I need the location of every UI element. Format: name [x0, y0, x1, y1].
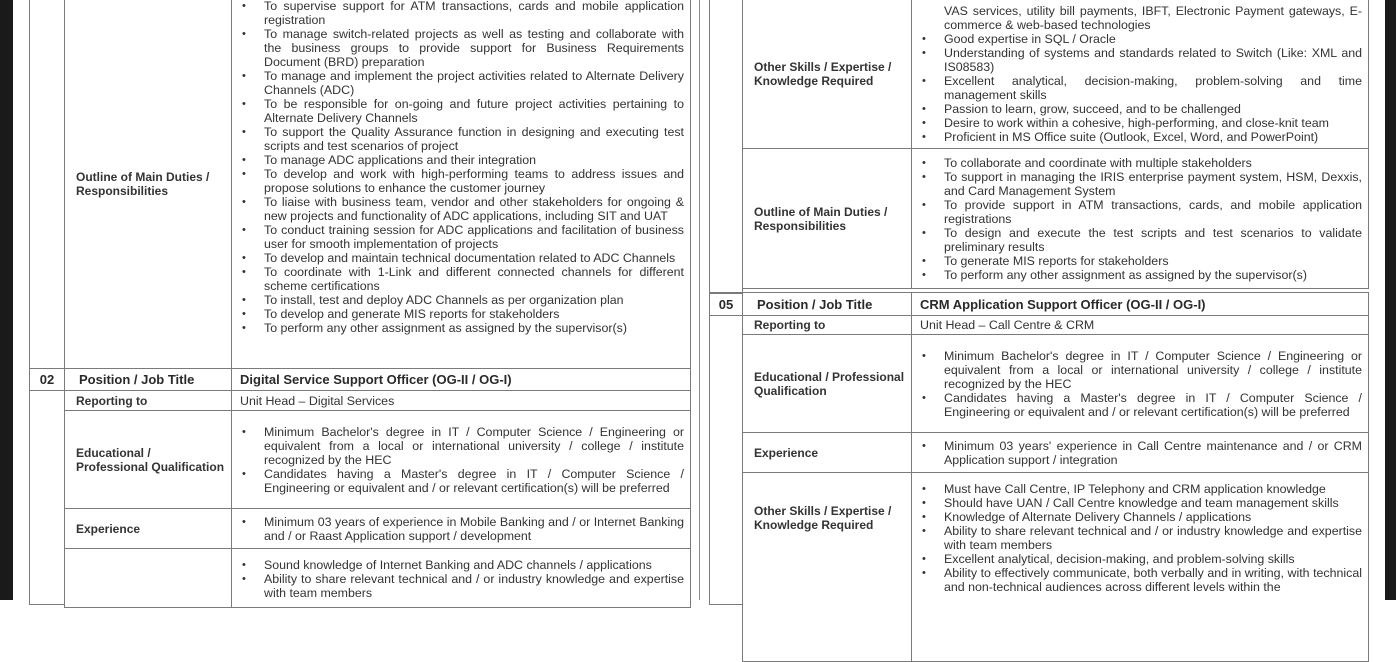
duties-list [912, 156, 1368, 282]
list-item: • To provide support in ATM transactions, cards, and mobile application registrations [944, 198, 1362, 226]
list-item: • To supervise support for ATM transactions, cards and mobile application registration [264, 0, 684, 27]
position-number: 02 [29, 368, 65, 391]
skills-list [912, 482, 1368, 594]
list-item: • Minimum Bachelor's degree in IT / Computer Science / Engineering or equivalent from a local or international university / college / institute recognized by the HEC [944, 349, 1362, 391]
list-item: • Good expertise in SQL / Oracle [944, 32, 1362, 46]
position-number: 05 [709, 292, 743, 316]
list-item: • To install, test and deploy ADC Channels as per organization plan [264, 293, 684, 307]
list-item: • To be responsible for on-going and future project activities pertaining to Alternate Delivery Channels [264, 97, 684, 125]
position-label: Position / Job Title [64, 368, 232, 391]
experience-cell [911, 432, 1369, 473]
duties-label: Outline of Main Duties / Responsibilities [742, 148, 912, 289]
list-item: • To support in managing the IRIS enterprise payment system, HSM, Dexxis, and Card Management System [944, 170, 1362, 198]
skills-cell [911, 472, 1369, 662]
number-column [709, 315, 743, 605]
page-border-left [0, 0, 13, 600]
list-item: • Ability to share relevant technical and / or industry knowledge and expertise with team members [944, 524, 1362, 552]
list-item: • Desire to work within a cohesive, high-performing, and close-knit team [944, 116, 1362, 130]
position-title: Digital Service Support Officer (OG-II / OG-I) [231, 368, 691, 391]
education-cell [911, 334, 1369, 433]
list-item: • To collaborate and coordinate with multiple stakeholders [944, 156, 1362, 170]
list-item: • Candidates having a Master's degree in IT / Computer Science / Engineering or equivalent and / or relevant certification(s) will be preferred [944, 391, 1362, 419]
skills-list [912, 4, 1368, 144]
page-border-right [1385, 0, 1396, 600]
reporting-value: Unit Head – Call Centre & CRM [911, 315, 1369, 335]
list-item: • Must have Call Centre, IP Telephony and CRM application knowledge [944, 482, 1362, 496]
list-item: • Excellent analytical, decision-making, and problem-solving skills [944, 552, 1362, 566]
number-column [709, 0, 743, 294]
list-item: • Minimum Bachelor's degree in IT / Computer Science / Engineering or equivalent from a local or international university / college / institute recognized by the HEC [264, 425, 684, 467]
reporting-label: Reporting to [64, 390, 232, 411]
list-item: • Understanding of systems and standards related to Switch (Like: XML and IS08583) [944, 46, 1362, 74]
list-item: • To develop and maintain technical documentation related to ADC Channels [264, 251, 684, 265]
list-item: • To manage and implement the project activities related to Alternate Delivery Channels (ADC) [264, 69, 684, 97]
experience-list [912, 439, 1368, 467]
number-column [29, 390, 65, 605]
list-item: • Sound knowledge of Internet Banking and ADC channels / applications [264, 558, 684, 572]
list-item: • Ability to share relevant technical and / or industry knowledge and expertise with team members [264, 572, 684, 600]
education-label: Educational / Professional Qualification [742, 334, 912, 433]
duties-list [232, 0, 690, 335]
list-item: • To coordinate with 1-Link and different connected channels for different scheme certifications [264, 265, 684, 293]
list-item: • To conduct training session for ADC applications and facilitation of business user for smooth implementation of projects [264, 223, 684, 251]
list-item: • Ability to effectively communicate, both verbally and in writing, with technical and non-technical audiences across different levels within the [944, 566, 1362, 594]
reporting-label: Reporting to [742, 315, 912, 335]
education-cell [231, 410, 691, 509]
page-gutter-line [699, 0, 700, 600]
list-item: • Passion to learn, grow, succeed, and to be challenged [944, 102, 1362, 116]
list-item: • Proficient in MS Office suite (Outlook, Excel, Word, and PowerPoint) [944, 130, 1362, 144]
list-item: • Minimum 03 years of experience in Mobile Banking and / or Internet Banking and / or Raast Application support / development [264, 515, 684, 543]
list-item: • Excellent analytical, decision-making, problem-solving and time management skills [944, 74, 1362, 102]
list-item: • Candidates having a Master's degree in IT / Computer Science / Engineering or equivalent and / or relevant certification(s) will be preferred [264, 467, 684, 495]
experience-list [232, 515, 690, 543]
list-item: • To liaise with business team, vendor and other stakeholders for ongoing & new projects and functionality of ADC applications, including SIT and UAT [264, 195, 684, 223]
experience-cell [231, 508, 691, 549]
skills-label: Other Skills / Expertise / Knowledge Required [742, 472, 912, 662]
position-title: CRM Application Support Officer (OG-II / OG-I) [911, 292, 1369, 316]
experience-label: Experience [64, 508, 232, 549]
skills-continuation: VAS services, utility bill payments, IBFT, Electronic Payment gateways, E-commerce & web-based technologies [944, 4, 1362, 32]
experience-label: Experience [742, 432, 912, 473]
list-item: • To manage ADC applications and their integration [264, 153, 684, 167]
list-item: • To perform any other assignment as assigned by the supervisor(s) [264, 321, 684, 335]
list-item: • To manage switch-related projects as well as testing and collaborate with the business groups to provide support for Business Requirements Document (BRD) preparation [264, 27, 684, 69]
list-item: • To generate MIS reports for stakeholders [944, 254, 1362, 268]
skills-label [64, 548, 232, 608]
list-item: • To support the Quality Assurance function in designing and executing test scripts and test scenarios of project [264, 125, 684, 153]
reporting-value: Unit Head – Digital Services [231, 390, 691, 411]
list-item: • To perform any other assignment as assigned by the supervisor(s) [944, 268, 1362, 282]
list-item: • To develop and generate MIS reports for stakeholders [264, 307, 684, 321]
skills-cell [231, 548, 691, 608]
duties-label: Outline of Main Duties / Responsibilities [64, 0, 232, 369]
duties-cell [231, 0, 691, 369]
position-label: Position / Job Title [742, 292, 912, 316]
duties-cell [911, 148, 1369, 289]
skills-cell [911, 0, 1369, 149]
list-item: • Knowledge of Alternate Delivery Channels / applications [944, 510, 1362, 524]
list-item: • To design and execute the test scripts and test scenarios to validate preliminary results [944, 226, 1362, 254]
education-list [912, 349, 1368, 419]
list-item: • Minimum 03 years' experience in Call Centre maintenance and / or CRM Application support / integration [944, 439, 1362, 467]
skills-list [232, 558, 690, 600]
education-list [232, 425, 690, 495]
list-item: • To develop and work with high-performing teams to address issues and propose solutions to enhance the customer journey [264, 167, 684, 195]
education-label: Educational / Professional Qualification [64, 410, 232, 509]
list-item: • Should have UAN / Call Centre knowledge and team management skills [944, 496, 1362, 510]
skills-label: Other Skills / Expertise / Knowledge Required [742, 0, 912, 149]
number-column [29, 0, 65, 369]
